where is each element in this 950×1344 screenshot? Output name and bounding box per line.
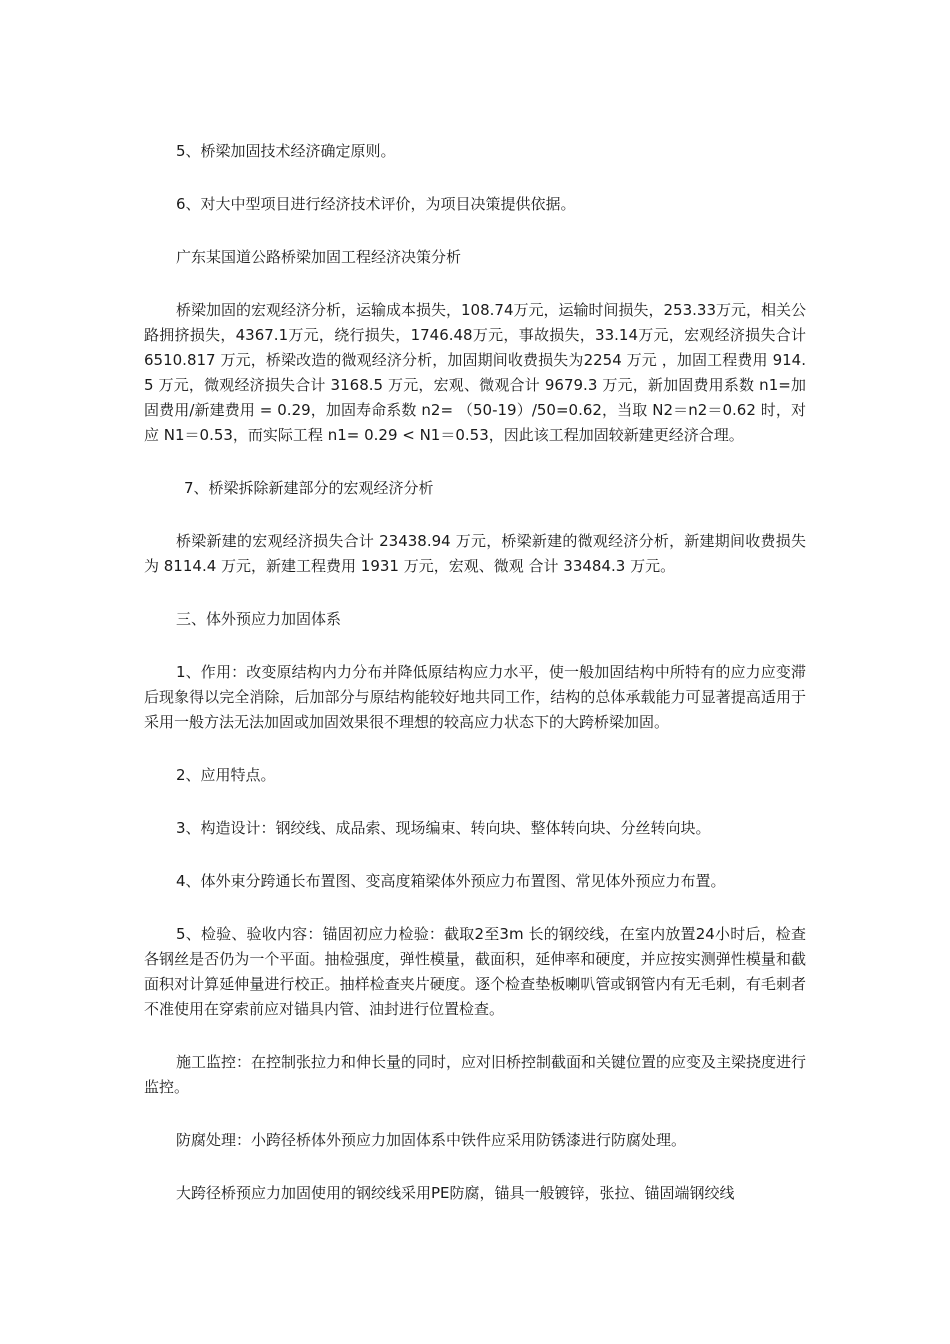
paragraph-application-features: 2、应用特点。 bbox=[176, 766, 276, 784]
paragraph-item-7: 7、桥梁拆除新建部分的宏观经济分析 bbox=[184, 479, 434, 497]
document-body bbox=[144, 139, 806, 1206]
paragraph-structural-design: 3、构造设计：钢绞线、成品索、现场编束、转向块、整体转向块、分丝转向块。 bbox=[176, 819, 711, 837]
paragraph-construction-monitoring: 施工监控：在控制张拉力和伸长量的同时，应对旧桥控制截面和关键位置的应变及主梁挠度进行监控。 bbox=[144, 1053, 807, 1096]
paragraph-layout-drawings: 4、体外束分跨通长布置图、变高度箱梁体外预应力布置图、常见体外预应力布置。 bbox=[176, 872, 726, 890]
paragraph-reinforcement-analysis: 桥梁加固的宏观经济分析，运输成本损失，108.74万元，运输时间损失，253.33万元，相关公路拥挤损失，4367.1万元，绕行损失，1746.48万元，事故损失，33.14万元，宏观经济损失合计 6510.817 万元，桥梁改造的微观经济分析，加固期间收费损失为2254 万元 ，加固工程费用 914.5 万元，微观经济损失合计 3168.5 万元，宏观、微观合计 9679.3 万元，新加固费用系数 n1=加固费用/新建费用 = 0.29，加固寿命系数 n2= （50-19）/50=0.62，当取 N2＝n2＝0.62 时，对应 N1＝0.53，而实际工程 n1= 0.29 < N1＝0.53，因此该工程加固较新建更经济合理。 bbox=[144, 301, 806, 444]
paragraph-anticorrosion: 防腐处理：小跨径桥体外预应力加固体系中铁件应采用防锈漆进行防腐处理。 bbox=[176, 1131, 687, 1149]
paragraph-item-6: 6、对大中型项目进行经济技术评价，为项目决策提供依据。 bbox=[176, 195, 576, 213]
paragraph-item-5: 5、桥梁加固技术经济确定原则。 bbox=[176, 142, 396, 160]
paragraph-large-span: 大跨径桥预应力加固使用的钢绞线采用PE防腐，锚具一般镀锌，张拉、锚固端钢绞线 bbox=[176, 1184, 735, 1202]
paragraph-function: 1、作用：改变原结构内力分布并降低原结构应力水平，使一般加固结构中所特有的应力应变滞后现象得以完全消除，后加部分与原结构能较好地共同工作，结构的总体承载能力可显著提高适用于采用一般方法无法加固或加固效果很不理想的较高应力状态下的大跨桥梁加固。 bbox=[144, 663, 806, 731]
section-heading-case-study: 广东某国道公路桥梁加固工程经济决策分析 bbox=[176, 248, 462, 266]
paragraph-inspection: 5、检验、验收内容：锚固初应力检验：截取2至3m 长的钢绞线，在室内放置24小时后，检查各钢丝是否仍为一个平面。抽检强度，弹性模量，截面积，延伸率和硬度，并应按实测弹性模量和截面积对计算延伸量进行校正。抽样检查夹片硬度。逐个检查垫板喇叭管或钢管内有无毛刺，有毛刺者不准使用在穿索前应对锚具内管、油封进行位置检查。 bbox=[144, 925, 806, 1018]
paragraph-new-construction-analysis: 桥梁新建的宏观经济损失合计 23438.94 万元，桥梁新建的微观经济分析，新建期间收费损失为 8114.4 万元，新建工程费用 1931 万元，宏观、微观 合计 33484.3 万元。 bbox=[144, 532, 806, 575]
section-heading-external-prestress: 三、体外预应力加固体系 bbox=[176, 610, 342, 628]
